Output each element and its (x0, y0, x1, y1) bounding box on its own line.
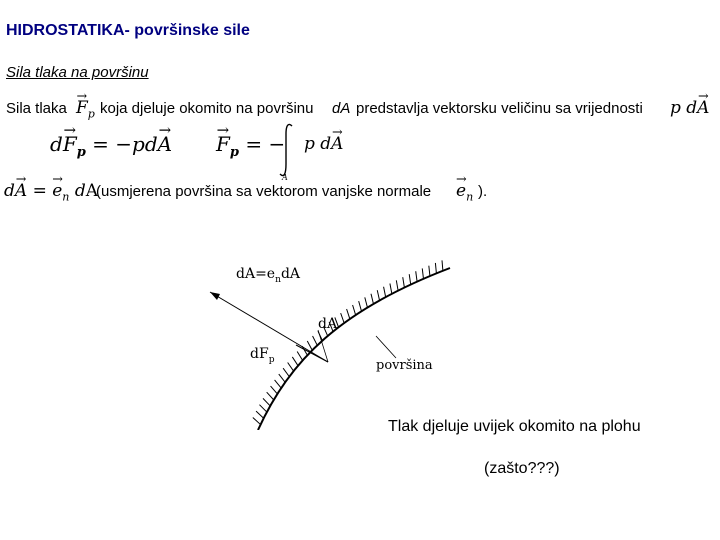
surface-hatch-mark (347, 309, 350, 319)
formula-en: → $e_n$ (456, 181, 473, 203)
surface-hatch-mark (384, 287, 386, 297)
section-subtitle: Sila tlaka na površinu (6, 64, 149, 81)
page-title: HIDROSTATIKA- površinske sile (6, 22, 250, 39)
line1-middle: koja djeluje okomito na površinu (100, 100, 314, 117)
surface-hatch-mark (429, 266, 430, 276)
formula-pdA-integrand: p d→ A (304, 134, 343, 154)
surface-hatch-mark (371, 294, 373, 304)
label-dA-vector: $dA=e_ndA$ (236, 266, 301, 285)
surface-hatch-mark (409, 274, 410, 284)
surface-hatch-mark (256, 411, 264, 418)
surface-hatch-mark (365, 297, 368, 307)
surface-hatch-mark (288, 362, 294, 371)
note-line-2: (zašto???) (484, 460, 560, 477)
surface-hatch-mark (307, 341, 312, 350)
line1-suffix: predstavlja vektorsku veličinu sa vrijednosti (356, 100, 643, 117)
surface-hatch-mark (297, 351, 302, 360)
formula-pdA: p d→ A (670, 98, 709, 118)
surface-hatch-mark (275, 380, 282, 388)
surface-hatch-mark (267, 392, 274, 400)
surface-hatch-mark (253, 418, 261, 425)
surface-hatch-mark (283, 368, 289, 376)
surface-hatch-mark (359, 301, 362, 311)
line2-suffix: ). (478, 183, 488, 200)
surface-hatch-mark (271, 386, 278, 394)
surface-hatch-mark (279, 374, 285, 382)
surface-hatch-mark (435, 263, 436, 273)
surface-hatch-mark (442, 260, 443, 270)
surface-hatch-mark (390, 283, 392, 293)
surface-hatch-mark (341, 313, 344, 323)
formula-Fp-integral: → $F_p$ = − (216, 132, 285, 160)
line1-symbol: dA (332, 100, 351, 117)
line1-prefix: Sila tlaka (6, 100, 67, 117)
surface-hatch-mark (313, 336, 318, 345)
svg-text:A: A (282, 173, 288, 182)
formula-dA-en: d→ A = → $e_n$ dA (4, 181, 98, 203)
surface-hatch-mark (259, 405, 266, 412)
label-surface: površina (376, 358, 433, 373)
surface-hatch-mark (396, 280, 398, 290)
surface-hatch-mark (292, 357, 298, 366)
surface-hatch-mark (263, 398, 270, 406)
note-line-1: Tlak djeluje uvijek okomito na plohu (388, 418, 641, 435)
integral-sign (278, 120, 298, 182)
formula-dFp-equals: $d\to F_p = -pd\to A$ (50, 132, 172, 160)
surface-hatch-mark (403, 277, 405, 287)
surface-hatch-mark (377, 290, 379, 300)
surface-hatch-mark (422, 268, 423, 278)
line2-prefix: (usmjerena površina sa vektorom vanjske normale (96, 183, 432, 200)
surface-hatch-mark (353, 305, 356, 315)
formula-Fp-inline: → $F_p$ (76, 98, 95, 120)
surface-hatch-mark (416, 271, 417, 281)
label-dFp: $dF_p$ (250, 346, 275, 365)
label-dA: dA (318, 316, 338, 332)
